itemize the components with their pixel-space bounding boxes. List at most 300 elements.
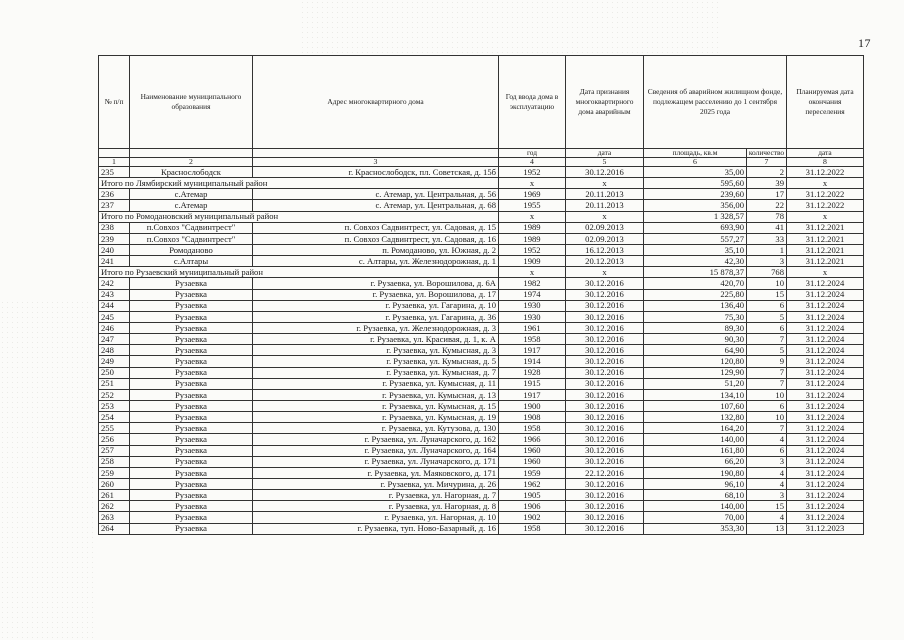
row-emergency-date: 20.11.2013 — [566, 200, 644, 211]
row-municipality: Краснослободск — [130, 167, 253, 178]
row-year: 1902 — [499, 512, 566, 523]
table-row — [99, 244, 864, 255]
row-planned-date: 31.12.2024 — [787, 389, 864, 400]
row-area: 190,80 — [644, 467, 747, 478]
row-count: 3 — [747, 256, 787, 267]
row-address: с. Алтары, ул. Железнодорожная, д. 1 — [253, 256, 499, 267]
row-municipality: Рузаевка — [130, 523, 253, 534]
total-year: x — [499, 267, 566, 278]
column-number: 1 — [99, 158, 130, 167]
row-area: 132,80 — [644, 412, 747, 423]
row-number: 261 — [99, 490, 130, 501]
row-year: 1959 — [499, 467, 566, 478]
row-year: 1989 — [499, 233, 566, 244]
table-row — [99, 456, 864, 467]
row-municipality: с.Атемар — [130, 200, 253, 211]
row-area: 70,00 — [644, 512, 747, 523]
row-planned-date: 31.12.2024 — [787, 334, 864, 345]
row-address: г. Рузаевка, ул. Кумысная, д. 19 — [253, 412, 499, 423]
scan-noise-top — [300, 0, 720, 55]
row-address: п. Совхоз Садвинтрест, ул. Садовая, д. 16 — [253, 233, 499, 244]
row-address: г. Рузаевка, ул. Кумысная, д. 15 — [253, 400, 499, 411]
row-number: 264 — [99, 523, 130, 534]
row-count: 15 — [747, 501, 787, 512]
row-count: 3 — [747, 456, 787, 467]
column-number-row — [99, 158, 864, 167]
row-year: 1962 — [499, 478, 566, 489]
row-area: 356,00 — [644, 200, 747, 211]
subheader-count: количество — [747, 149, 787, 158]
district-total-row — [99, 267, 864, 278]
row-planned-date: 31.12.2024 — [787, 300, 864, 311]
row-emergency-date: 30.12.2016 — [566, 412, 644, 423]
row-address: г. Рузаевка, ул. Красивая, д. 1, к. А — [253, 334, 499, 345]
row-area: 239,60 — [644, 189, 747, 200]
table-row — [99, 356, 864, 367]
table-row — [99, 501, 864, 512]
row-planned-date: 31.12.2024 — [787, 423, 864, 434]
row-area: 64,90 — [644, 345, 747, 356]
row-address: г. Рузаевка, ул. Мичурина, д. 26 — [253, 478, 499, 489]
row-address: г. Рузаевка, туп. Ново-Базарный, д. 16 — [253, 523, 499, 534]
row-municipality: Рузаевка — [130, 345, 253, 356]
page-number: 17 — [858, 36, 871, 50]
row-count: 2 — [747, 167, 787, 178]
table-row — [99, 200, 864, 211]
total-date: x — [566, 267, 644, 278]
row-year: 1914 — [499, 356, 566, 367]
row-count: 7 — [747, 378, 787, 389]
row-count: 15 — [747, 289, 787, 300]
row-year: 1908 — [499, 412, 566, 423]
row-area: 68,10 — [644, 490, 747, 501]
row-municipality: Рузаевка — [130, 467, 253, 478]
table-row — [99, 322, 864, 333]
column-number: 2 — [130, 158, 253, 167]
row-year: 1961 — [499, 322, 566, 333]
row-count: 22 — [747, 200, 787, 211]
row-planned-date: 31.12.2024 — [787, 478, 864, 489]
row-address: г. Рузаевка, ул. Кумысная, д. 11 — [253, 378, 499, 389]
row-year: 1958 — [499, 423, 566, 434]
table-row — [99, 311, 864, 322]
table-row — [99, 300, 864, 311]
row-year: 1917 — [499, 389, 566, 400]
row-area: 693,90 — [644, 222, 747, 233]
row-address: г. Рузаевка, ул. Кумысная, д. 3 — [253, 345, 499, 356]
row-area: 353,30 — [644, 523, 747, 534]
column-number: 4 — [499, 158, 566, 167]
row-municipality: п.Совхоз "Садвинтрест" — [130, 233, 253, 244]
row-municipality: Рузаевка — [130, 490, 253, 501]
row-count: 7 — [747, 334, 787, 345]
row-planned-date: 31.12.2022 — [787, 189, 864, 200]
row-emergency-date: 30.12.2016 — [566, 389, 644, 400]
row-number: 263 — [99, 512, 130, 523]
total-year: x — [499, 178, 566, 189]
row-number: 252 — [99, 389, 130, 400]
column-number: 5 — [566, 158, 644, 167]
row-area: 120,80 — [644, 356, 747, 367]
table-row — [99, 467, 864, 478]
header-num: № п/п — [99, 56, 130, 149]
table-row — [99, 389, 864, 400]
row-year: 1960 — [499, 445, 566, 456]
row-municipality: Рузаевка — [130, 400, 253, 411]
row-count: 6 — [747, 400, 787, 411]
row-count: 7 — [747, 423, 787, 434]
total-count: 768 — [747, 267, 787, 278]
row-emergency-date: 30.12.2016 — [566, 512, 644, 523]
row-count: 10 — [747, 412, 787, 423]
total-planned: x — [787, 211, 864, 222]
row-year: 1982 — [499, 278, 566, 289]
row-year: 1989 — [499, 222, 566, 233]
row-number: 258 — [99, 456, 130, 467]
row-address: г. Рузаевка, ул. Нагорная, д. 7 — [253, 490, 499, 501]
row-municipality: Рузаевка — [130, 423, 253, 434]
row-year: 1960 — [499, 456, 566, 467]
row-emergency-date: 30.12.2016 — [566, 367, 644, 378]
emergency-housing-table — [98, 55, 864, 535]
row-number: 247 — [99, 334, 130, 345]
column-number: 3 — [253, 158, 499, 167]
row-area: 107,60 — [644, 400, 747, 411]
subheader-row — [99, 149, 864, 158]
row-address: с. Атемар, ул. Центральная, д. 68 — [253, 200, 499, 211]
row-address: г. Рузаевка, ул. Нагорная, д. 10 — [253, 512, 499, 523]
row-planned-date: 31.12.2024 — [787, 345, 864, 356]
row-area: 134,10 — [644, 389, 747, 400]
row-planned-date: 31.12.2022 — [787, 200, 864, 211]
subheader-year: год — [499, 149, 566, 158]
row-emergency-date: 30.12.2016 — [566, 523, 644, 534]
row-number: 248 — [99, 345, 130, 356]
row-emergency-date: 30.12.2016 — [566, 501, 644, 512]
row-count: 4 — [747, 512, 787, 523]
row-year: 1917 — [499, 345, 566, 356]
row-emergency-date: 30.12.2016 — [566, 278, 644, 289]
row-address: г. Рузаевка, ул. Луначарского, д. 162 — [253, 434, 499, 445]
row-planned-date: 31.12.2021 — [787, 244, 864, 255]
row-number: 246 — [99, 322, 130, 333]
row-planned-date: 31.12.2024 — [787, 467, 864, 478]
row-count: 3 — [747, 490, 787, 501]
row-emergency-date: 30.12.2016 — [566, 456, 644, 467]
row-address: г. Рузаевка, ул. Ворошилова, д. 17 — [253, 289, 499, 300]
total-label: Итого по Рузаевский муниципальный район — [99, 267, 499, 278]
table-row — [99, 189, 864, 200]
row-municipality: Рузаевка — [130, 512, 253, 523]
column-number: 8 — [787, 158, 864, 167]
row-emergency-date: 30.12.2016 — [566, 289, 644, 300]
row-planned-date: 31.12.2021 — [787, 222, 864, 233]
column-number: 7 — [747, 158, 787, 167]
row-number: 259 — [99, 467, 130, 478]
row-address: г. Рузаевка, ул. Нагорная, д. 8 — [253, 501, 499, 512]
row-municipality: Рузаевка — [130, 367, 253, 378]
row-address: г. Рузаевка, ул. Луначарского, д. 164 — [253, 445, 499, 456]
row-emergency-date: 30.12.2016 — [566, 300, 644, 311]
total-area: 1 328,57 — [644, 211, 747, 222]
row-planned-date: 31.12.2024 — [787, 278, 864, 289]
row-number: 242 — [99, 278, 130, 289]
row-emergency-date: 30.12.2016 — [566, 423, 644, 434]
row-municipality: Рузаевка — [130, 378, 253, 389]
row-area: 140,00 — [644, 501, 747, 512]
row-municipality: Рузаевка — [130, 322, 253, 333]
header-resettlement: Сведения об аварийном жилищном фонде, подлежащем расселению до 1 сентября 2025 года — [644, 56, 787, 149]
row-address: г. Краснослободск, пл. Советская, д. 15б — [253, 167, 499, 178]
row-planned-date: 31.12.2024 — [787, 400, 864, 411]
table-row — [99, 334, 864, 345]
total-label: Итого по Лямбирский муниципальный район — [99, 178, 499, 189]
row-year: 1915 — [499, 378, 566, 389]
total-count: 78 — [747, 211, 787, 222]
row-number: 253 — [99, 400, 130, 411]
row-area: 140,00 — [644, 434, 747, 445]
row-count: 5 — [747, 345, 787, 356]
row-planned-date: 31.12.2024 — [787, 367, 864, 378]
table-row — [99, 434, 864, 445]
row-count: 4 — [747, 467, 787, 478]
table-row — [99, 289, 864, 300]
row-year: 1955 — [499, 200, 566, 211]
row-number: 260 — [99, 478, 130, 489]
table-row — [99, 278, 864, 289]
row-number: 249 — [99, 356, 130, 367]
row-area: 136,40 — [644, 300, 747, 311]
row-municipality: с.Атемар — [130, 189, 253, 200]
total-date: x — [566, 178, 644, 189]
row-year: 1958 — [499, 523, 566, 534]
row-address: г. Рузаевка, ул. Маяковского, д. 171 — [253, 467, 499, 478]
row-number: 235 — [99, 167, 130, 178]
row-municipality: Рузаевка — [130, 278, 253, 289]
row-number: 256 — [99, 434, 130, 445]
row-count: 33 — [747, 233, 787, 244]
row-count: 6 — [747, 322, 787, 333]
total-planned: x — [787, 267, 864, 278]
row-count: 7 — [747, 367, 787, 378]
header-emergency-date: Дата признания многоквартирного дома аварийным — [566, 56, 644, 149]
table-row — [99, 412, 864, 423]
header-row — [99, 56, 864, 149]
row-municipality: Рузаевка — [130, 445, 253, 456]
table-row — [99, 512, 864, 523]
row-address: г. Рузаевка, ул. Луначарского, д. 171 — [253, 456, 499, 467]
subheader-date: дата — [566, 149, 644, 158]
row-year: 1909 — [499, 256, 566, 267]
row-emergency-date: 30.12.2016 — [566, 322, 644, 333]
row-planned-date: 31.12.2024 — [787, 356, 864, 367]
row-planned-date: 31.12.2024 — [787, 456, 864, 467]
row-emergency-date: 30.12.2016 — [566, 356, 644, 367]
row-planned-date: 31.12.2024 — [787, 490, 864, 501]
row-area: 161,80 — [644, 445, 747, 456]
row-area: 66,20 — [644, 456, 747, 467]
row-municipality: Рузаевка — [130, 412, 253, 423]
row-area: 35,00 — [644, 167, 747, 178]
row-number: 250 — [99, 367, 130, 378]
row-year: 1952 — [499, 244, 566, 255]
row-count: 10 — [747, 389, 787, 400]
row-area: 90,30 — [644, 334, 747, 345]
table-body — [99, 167, 864, 535]
row-planned-date: 31.12.2024 — [787, 412, 864, 423]
row-count: 10 — [747, 278, 787, 289]
table-row — [99, 423, 864, 434]
row-year: 1952 — [499, 167, 566, 178]
table-row — [99, 345, 864, 356]
row-municipality: Ромоданово — [130, 244, 253, 255]
table-row — [99, 256, 864, 267]
row-number: 237 — [99, 200, 130, 211]
table-row — [99, 445, 864, 456]
row-address: г. Рузаевка, ул. Железнодорожная, д. 3 — [253, 322, 499, 333]
row-year: 1969 — [499, 189, 566, 200]
row-municipality: Рузаевка — [130, 434, 253, 445]
row-emergency-date: 20.11.2013 — [566, 189, 644, 200]
row-planned-date: 31.12.2024 — [787, 434, 864, 445]
row-address: г. Рузаевка, ул. Ворошилова, д. 6А — [253, 278, 499, 289]
row-emergency-date: 22.12.2016 — [566, 467, 644, 478]
row-count: 9 — [747, 356, 787, 367]
row-address: г. Рузаевка, ул. Кумысная, д. 7 — [253, 367, 499, 378]
row-address: с. Атемар, ул. Центральная, д. 56 — [253, 189, 499, 200]
header-planned-date: Планируемая дата окончания переселения — [787, 56, 864, 149]
row-number: 251 — [99, 378, 130, 389]
table-row — [99, 167, 864, 178]
row-year: 1928 — [499, 367, 566, 378]
header-address: Адрес многоквартирного дома — [253, 56, 499, 149]
scan-noise-left — [0, 300, 95, 640]
row-count: 13 — [747, 523, 787, 534]
row-number: 245 — [99, 311, 130, 322]
total-area: 15 878,37 — [644, 267, 747, 278]
row-number: 239 — [99, 233, 130, 244]
row-municipality: Рузаевка — [130, 478, 253, 489]
subheader-area: площадь, кв.м — [644, 149, 747, 158]
subheader-planned: дата — [787, 149, 864, 158]
header-municipality: Наименование муниципального образования — [130, 56, 253, 149]
row-emergency-date: 30.12.2016 — [566, 478, 644, 489]
row-count: 5 — [747, 311, 787, 322]
table-row — [99, 400, 864, 411]
row-address: г. Рузаевка, ул. Кумысная, д. 5 — [253, 356, 499, 367]
row-municipality: Рузаевка — [130, 456, 253, 467]
row-count: 41 — [747, 222, 787, 233]
row-year: 1905 — [499, 490, 566, 501]
row-year: 1958 — [499, 334, 566, 345]
row-area: 420,70 — [644, 278, 747, 289]
row-count: 17 — [747, 189, 787, 200]
row-year: 1930 — [499, 311, 566, 322]
total-planned: x — [787, 178, 864, 189]
row-emergency-date: 30.12.2016 — [566, 167, 644, 178]
row-emergency-date: 20.12.2013 — [566, 256, 644, 267]
row-emergency-date: 30.12.2016 — [566, 378, 644, 389]
column-number: 6 — [644, 158, 747, 167]
row-area: 129,90 — [644, 367, 747, 378]
row-planned-date: 31.12.2024 — [787, 289, 864, 300]
row-number: 257 — [99, 445, 130, 456]
row-number: 255 — [99, 423, 130, 434]
row-year: 1900 — [499, 400, 566, 411]
row-count: 1 — [747, 244, 787, 255]
row-address: п. Ромоданово, ул. Южная, д. 2 — [253, 244, 499, 255]
total-count: 39 — [747, 178, 787, 189]
row-emergency-date: 30.12.2016 — [566, 311, 644, 322]
row-number: 236 — [99, 189, 130, 200]
row-planned-date: 31.12.2024 — [787, 378, 864, 389]
row-municipality: с.Алтары — [130, 256, 253, 267]
table-row — [99, 378, 864, 389]
row-area: 35,10 — [644, 244, 747, 255]
row-municipality: Рузаевка — [130, 300, 253, 311]
row-planned-date: 31.12.2022 — [787, 167, 864, 178]
row-emergency-date: 16.12.2013 — [566, 244, 644, 255]
row-emergency-date: 30.12.2016 — [566, 334, 644, 345]
row-address: г. Рузаевка, ул. Кумысная, д. 13 — [253, 389, 499, 400]
row-planned-date: 31.12.2024 — [787, 512, 864, 523]
row-area: 89,30 — [644, 322, 747, 333]
row-address: г. Рузаевка, ул. Гагарина, д. 10 — [253, 300, 499, 311]
row-municipality: Рузаевка — [130, 289, 253, 300]
row-emergency-date: 30.12.2016 — [566, 445, 644, 456]
table-row — [99, 523, 864, 534]
row-number: 254 — [99, 412, 130, 423]
table-row — [99, 367, 864, 378]
district-total-row — [99, 178, 864, 189]
row-count: 4 — [747, 434, 787, 445]
row-area: 51,20 — [644, 378, 747, 389]
row-year: 1974 — [499, 289, 566, 300]
row-number: 262 — [99, 501, 130, 512]
row-count: 6 — [747, 300, 787, 311]
row-address: г. Рузаевка, ул. Кутузова, д. 130 — [253, 423, 499, 434]
table-row — [99, 478, 864, 489]
row-emergency-date: 30.12.2016 — [566, 490, 644, 501]
row-area: 75,30 — [644, 311, 747, 322]
row-emergency-date: 30.12.2016 — [566, 400, 644, 411]
row-emergency-date: 30.12.2016 — [566, 345, 644, 356]
table-row — [99, 490, 864, 501]
total-label: Итого по Ромодановский муниципальный район — [99, 211, 499, 222]
row-emergency-date: 30.12.2016 — [566, 434, 644, 445]
row-municipality: Рузаевка — [130, 501, 253, 512]
row-number: 238 — [99, 222, 130, 233]
row-number: 244 — [99, 300, 130, 311]
row-municipality: Рузаевка — [130, 334, 253, 345]
row-area: 557,27 — [644, 233, 747, 244]
row-emergency-date: 02.09.2013 — [566, 233, 644, 244]
row-address: п. Совхоз Садвинтрест, ул. Садовая, д. 15 — [253, 222, 499, 233]
row-address: г. Рузаевка, ул. Гагарина, д. 36 — [253, 311, 499, 322]
table-row — [99, 233, 864, 244]
district-total-row — [99, 211, 864, 222]
row-emergency-date: 02.09.2013 — [566, 222, 644, 233]
row-area: 96,10 — [644, 478, 747, 489]
total-year: x — [499, 211, 566, 222]
row-count: 6 — [747, 445, 787, 456]
row-municipality: Рузаевка — [130, 311, 253, 322]
header-year: Год ввода дома в эксплуатацию — [499, 56, 566, 149]
row-number: 243 — [99, 289, 130, 300]
row-planned-date: 31.12.2024 — [787, 322, 864, 333]
row-planned-date: 31.12.2024 — [787, 445, 864, 456]
total-date: x — [566, 211, 644, 222]
